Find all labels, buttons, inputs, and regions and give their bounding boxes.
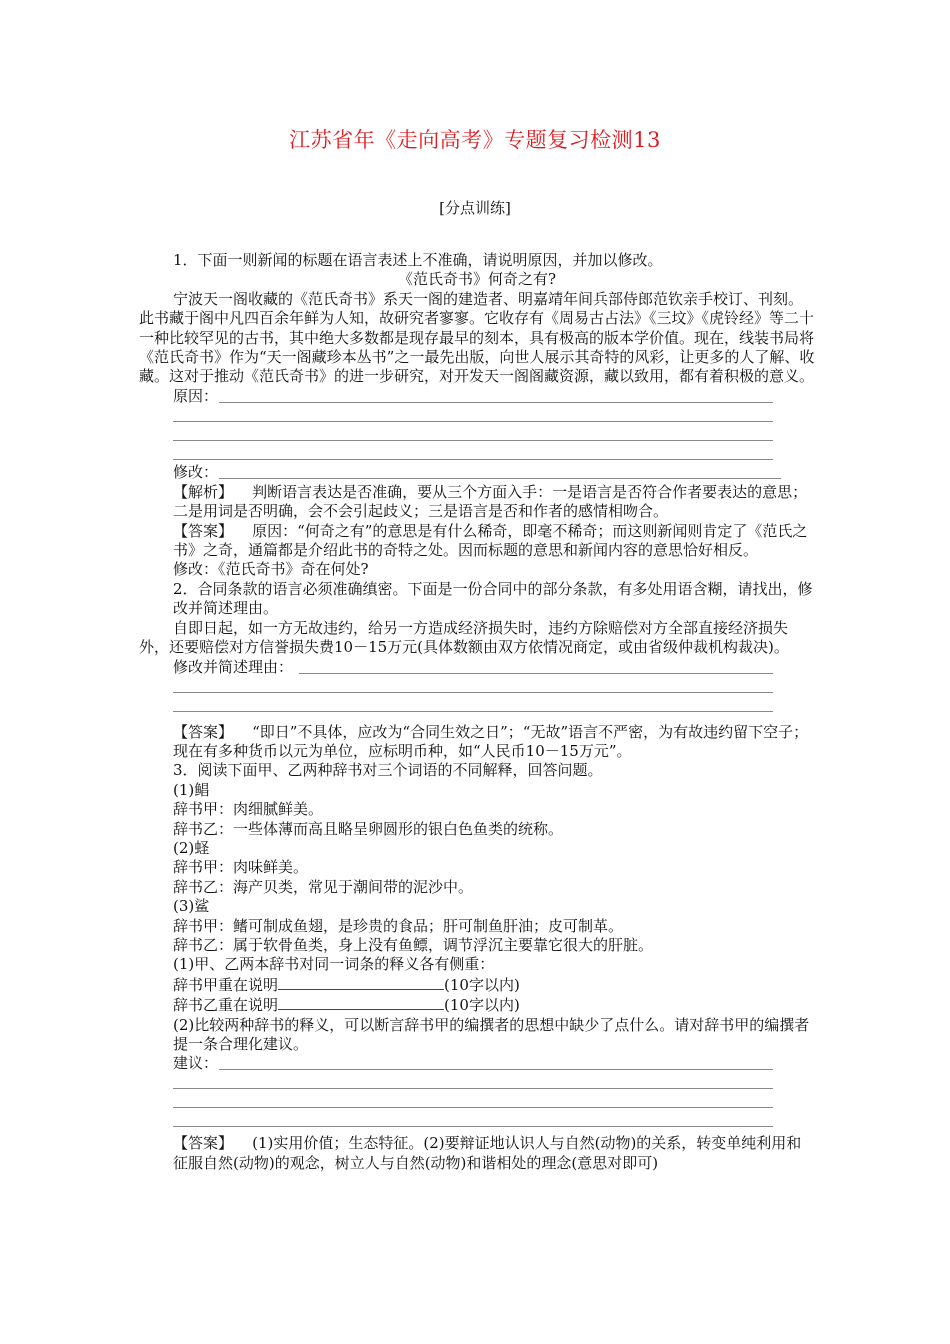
q1-reason-label: 原因： [173, 386, 219, 405]
q1-modify-label: 修改： [173, 462, 219, 481]
q3-sub2: (2)比较两种辞书的释义，可以断言辞书甲的编撰者的思想中缺少了点什么。请对辞书甲的编撰者提一条合理化建议。 [173, 1015, 810, 1053]
q3-question: 3．阅读下面甲、乙两种辞书对三个词语的不同解释，回答问题。 [173, 761, 603, 780]
q3-item-head: (2)蛏 [173, 838, 210, 857]
analysis-tag: 【解析】 [173, 482, 234, 501]
fill-blank-a[interactable] [278, 975, 444, 990]
q2-question: 2．合同条款的语言必须准确缜密。下面是一份合同中的部分条款，有多处用语含糊，请找出，修改并简述理由。 [173, 579, 813, 618]
q1-question: 1．下面一则新闻的标题在语言表述上不准确，请说明原因，并加以修改。 [173, 251, 663, 269]
q3-sub1: (1)甲、乙两本辞书对同一词条的释义各有侧重： [173, 955, 495, 974]
q3-suggest-line[interactable] [139, 1054, 815, 1073]
q2-answer-line[interactable] [139, 658, 815, 677]
document-title: 江苏省年《走向高考》专题复习检测13 [289, 128, 661, 152]
q3-item-dict-b: 辞书乙：一些体薄而高且略呈卵圆形的银白色鱼类的统称。 [173, 819, 564, 838]
q3-suggest-label: 建议： [173, 1054, 219, 1073]
answer-blank-line[interactable] [139, 1092, 815, 1111]
answer-blank-line[interactable] [139, 696, 815, 715]
q1-modify-line[interactable] [139, 463, 815, 482]
q1-answer-text: 原因：“何奇之有”的意思是有什么稀奇，即毫不稀奇；而这则新闻则肯定了《范氏之书》之奇，通篇都是介绍此书的奇特之处。因而标题的意思和新闻内容的意思恰好相反。 [173, 521, 808, 560]
answer-tag: 【答案】 [173, 1134, 234, 1153]
answer-blank-line[interactable] [139, 677, 815, 696]
q2-answer-text: “即日”不具体，应改为“合同生效之日”；“无故”语言不严密，为有故违约留下空子；现在有多种货币以元为单位，应标明币种，如“人民币10－15万元”。 [173, 722, 809, 760]
q3-item-head: (3)鲨 [173, 897, 210, 916]
q1-news-body: 宁波天一阁收藏的《范氏奇书》系天一阁的建造者、明嘉靖年间兵部侍郎范钦亲手校订、刊刻。此书藏于阁中凡四百余年鲜为人知，故研究者寥寥。它收存有《周易古占法》《三坟》《虎铃经》等二十一种比较罕见的古书，其中绝大多数都是现存最早的刻本，具有极高的版本学价值。现在，线装书局将《范氏奇书》作为“天一阁藏珍本丛书”之一最先出版，向世人展示其奇特的风彩，让更多的人了解、收藏。这对于推动《范氏奇书》的进一步研究，对开发天一阁阁藏资源，藏以致用，都有着积极的意义。 [139, 289, 815, 386]
answer-tag: 【答案】 [173, 722, 234, 741]
q3-item-dict-b: 辞书乙：海产贝类，常见于潮间带的泥沙中。 [173, 877, 474, 896]
answer-blank-line[interactable] [139, 425, 815, 444]
q1-reason-line[interactable] [139, 387, 815, 406]
q2-answer [139, 723, 815, 762]
q3-fill-b: 辞书乙重在说明 (10字以内) [173, 996, 520, 1015]
q1-analysis [139, 483, 815, 522]
q3-answer-text: (1)实用价值；生态特征。(2)要辩证地认识人与自然(动物)的关系，转变单纯利用和征服自然(动物)的观念，树立人与自然(动物)和谐相处的理念(意思对即可) [173, 1134, 802, 1172]
section-heading: [分点训练] [439, 199, 511, 217]
q1-news-title: 《范氏奇书》何奇之有? [397, 270, 557, 289]
q3-item-head: (1)鲳 [173, 780, 210, 799]
q3-item-dict-b: 辞书乙：属于软骨鱼类，身上没有鱼鳔，调节浮沉主要靠它很大的肝脏。 [173, 935, 654, 954]
document-body [139, 251, 815, 1173]
q1-analysis-text: 判断语言表达是否准确，要从三个方面入手：一是语言是否符合作者要表达的意思；二是用词是否明确，会不会引起歧义；三是语言是否和作者的感情相吻合。 [173, 482, 808, 521]
q3-item-dict-a: 辞书甲：肉细腻鲜美。 [173, 800, 324, 819]
fill-blank-b[interactable] [278, 995, 444, 1010]
answer-blank-line[interactable] [139, 444, 815, 463]
q3-answer [139, 1134, 815, 1173]
q3-item-dict-a: 辞书甲：鳍可制成鱼翅，是珍贵的食品；肝可制鱼肝油；皮可制革。 [173, 916, 624, 935]
answer-blank-line[interactable] [139, 1111, 815, 1130]
answer-blank-line[interactable] [139, 406, 815, 425]
q3-item-dict-a: 辞书甲：肉味鲜美。 [173, 858, 309, 877]
q2-clause: 自即日起，如一方无故违约，给另一方造成经济损失时，违约方除赔偿对方全部直接经济损失外，还要赔偿对方信誉损失费10－15万元(具体数额由双方依情况商定，或由省级仲裁机构裁决)。 [139, 618, 789, 657]
answer-tag: 【答案】 [173, 521, 234, 540]
answer-blank-line[interactable] [139, 1073, 815, 1092]
q1-answer [139, 522, 815, 561]
q2-label: 修改并简述理由： [173, 657, 294, 676]
q3-fill-a: 辞书甲重在说明 (10字以内) [173, 975, 520, 994]
q1-answer-modify: 修改：《范氏奇书》奇在何处? [173, 560, 369, 579]
